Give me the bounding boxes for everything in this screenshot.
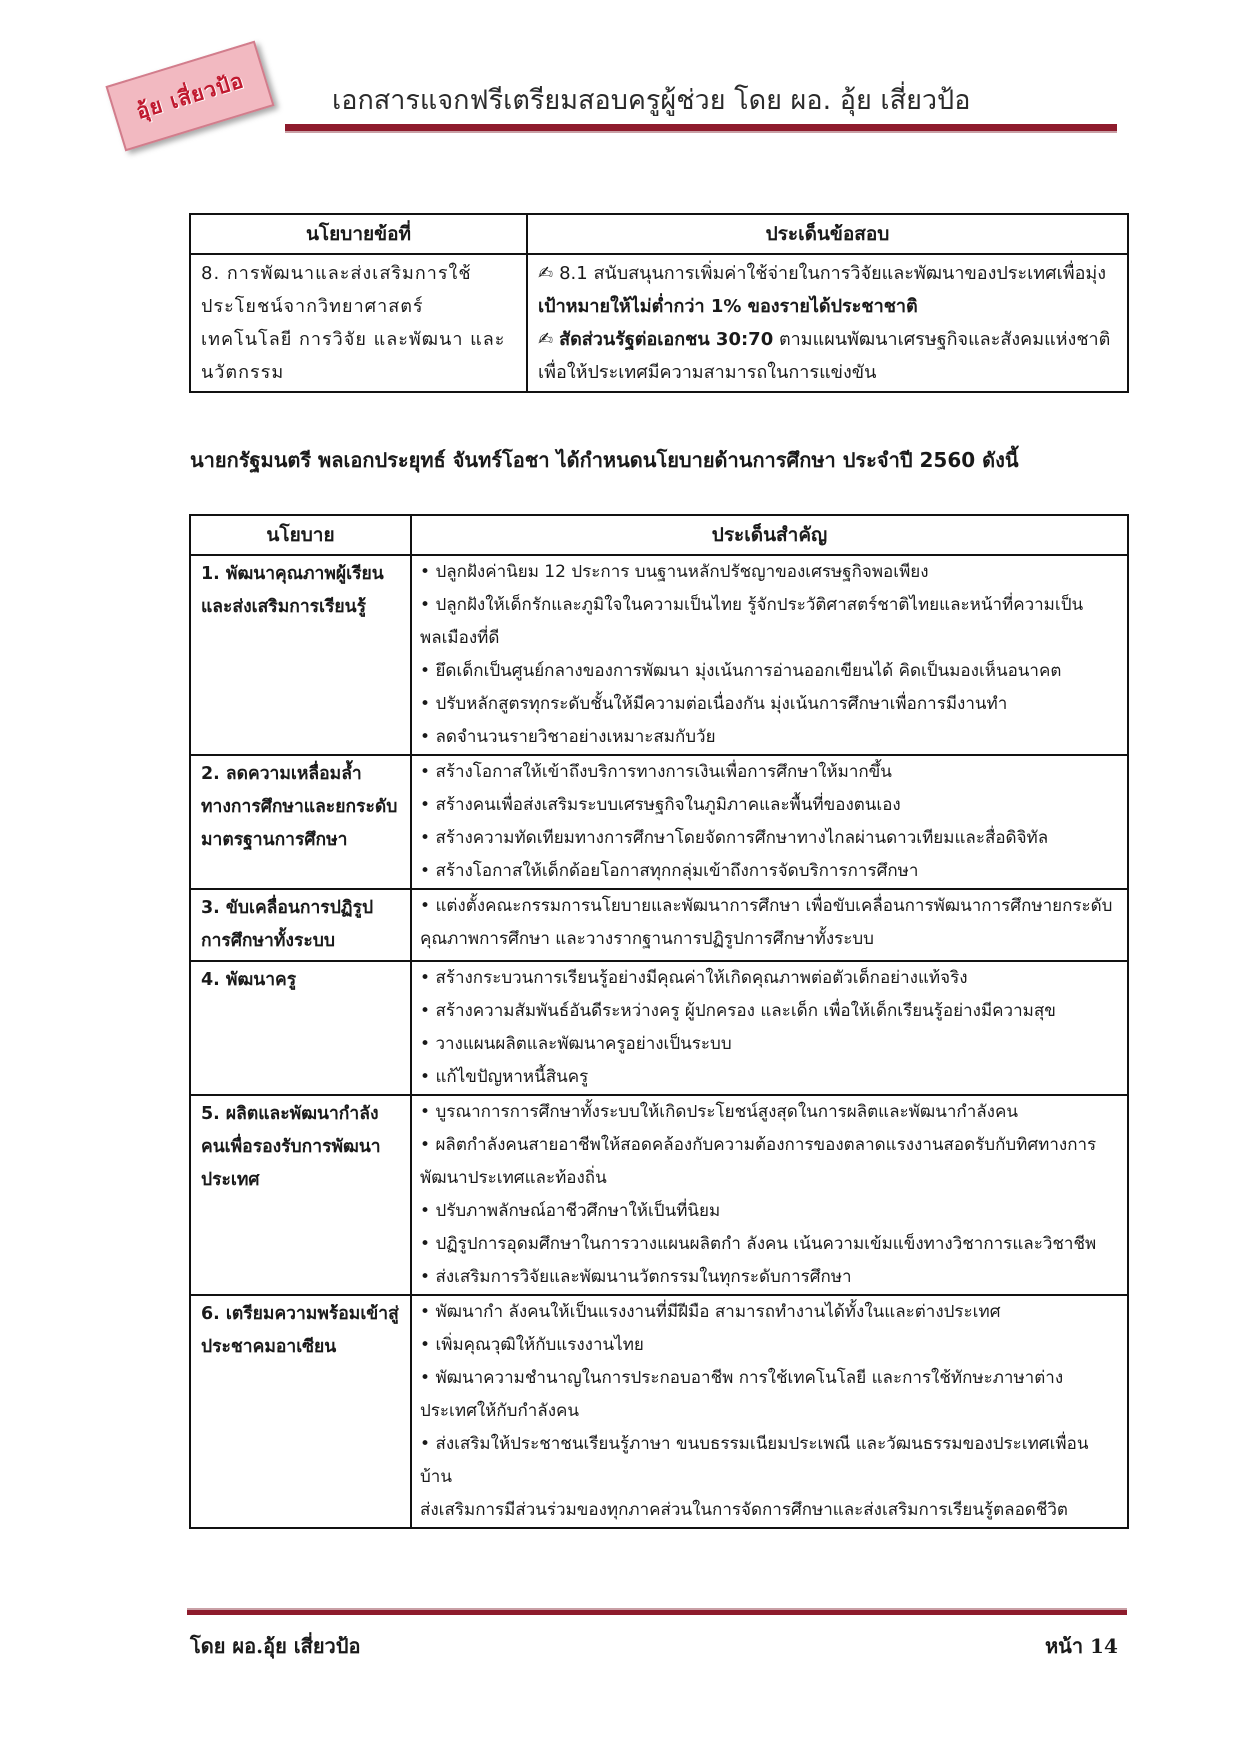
policy-name: 3. ขับเคลื่อนการปฏิรูปการศึกษาทั้งระบบ	[190, 889, 411, 961]
list-item: • ส่งเสริมให้ประชาชนเรียนรู้ภาษา ขนบธรรมเนียมประเพณี และวัฒนธรรมของประเทศเพื่อนบ้าน	[420, 1428, 1119, 1494]
policy-cell: 8. การพัฒนาและส่งเสริมการใช้ประโยชน์จากวิทยาศาสตร์ เทคโนโลยี การวิจัย และพัฒนา และนวัตกรรม	[190, 254, 527, 392]
exam-point-1: ✍ 8.1 สนับสนุนการเพิ่มค่าใช้จ่ายในการวิจัยและพัฒนาของประเทศเพื่อมุ่งเป้าหมายให้ไม่ต่ำกว่า 1% ของรายได้ประชาชาติ	[538, 263, 1107, 317]
list-item: • สร้างโอกาสให้เข้าถึงบริการทางการเงินเพื่อการศึกษาให้มากขึ้น	[420, 756, 1119, 789]
policy-name: 4. พัฒนาครู	[190, 961, 411, 1095]
education-policy-table	[189, 514, 1129, 1529]
policy-name: 2. ลดความเหลื่อมล้ำทางการศึกษาและยกระดับมาตรฐานการศึกษา	[190, 755, 411, 889]
key-issues-cell	[411, 1095, 1128, 1295]
list-item: • วางแผนผลิตและพัฒนาครูอย่างเป็นระบบ	[420, 1028, 1119, 1061]
list-item: • สร้างความทัดเทียมทางการศึกษาโดยจัดการศึกษาทางไกลผ่านดาวเทียมและสื่อดิจิทัล	[420, 822, 1119, 855]
table-row	[190, 1295, 1128, 1528]
key-issues-cell	[411, 555, 1128, 755]
exam-topic-table	[189, 213, 1129, 393]
table-header-row	[190, 214, 1128, 254]
section-intro: นายกรัฐมนตรี พลเอกประยุทธ์ จันทร์โอชา ได้กำหนดนโยบายด้านการศึกษา ประจำปี 2560 ดังนี้	[190, 448, 1019, 472]
table-row	[190, 254, 1128, 392]
list-item: • ปฏิรูปการอุดมศึกษาในการวางแผนผลิตกำ ลังคน เน้นความเข้มแข็งทางวิชาการและวิชาชีพ	[420, 1228, 1119, 1261]
footer-divider	[187, 1608, 1127, 1615]
list-item: • สร้างกระบวนการเรียนรู้อย่างมีคุณค่าให้เกิดคุณภาพต่อตัวเด็กอย่างแท้จริง	[420, 962, 1119, 995]
key-issues-cell	[411, 755, 1128, 889]
list-item: • ส่งเสริมการวิจัยและพัฒนานวัตกรรมในทุกระดับการศึกษา	[420, 1261, 1119, 1294]
key-issues-cell	[411, 889, 1128, 961]
table-row	[190, 961, 1128, 1095]
list-item: • พัฒนากำ ลังคนให้เป็นแรงงานที่มีฝีมือ สามารถทำงานได้ทั้งในและต่างประเทศ	[420, 1296, 1119, 1329]
policy-name: 5. ผลิตและพัฒนากำลังคนเพื่อรองรับการพัฒนาประเทศ	[190, 1095, 411, 1295]
list-item: • ปรับภาพลักษณ์อาชีวศึกษาให้เป็นที่นิยม	[420, 1195, 1119, 1228]
column-header-policy: นโยบาย	[190, 515, 411, 555]
list-item: • แก้ไขปัญหาหนี้สินครู	[420, 1061, 1119, 1094]
table-header-row	[190, 515, 1128, 555]
key-issues-cell	[411, 1295, 1128, 1528]
list-item-unbulleted: ส่งเสริมการมีส่วนร่วมของทุกภาคส่วนในการจัดการศึกษาและส่งเสริมการเรียนรู้ตลอดชีวิต	[420, 1500, 1068, 1520]
stamp-text: อุ้ย เสี่ยวป้อ	[132, 66, 247, 124]
policy-name: 6. เตรียมความพร้อมเข้าสู่ประชาคมอาเซียน	[190, 1295, 411, 1528]
list-item: • บูรณาการการศึกษาทั้งระบบให้เกิดประโยชน์สูงสุดในการผลิตและพัฒนากำลังคน	[420, 1096, 1119, 1129]
list-item: • ปลูกฝังให้เด็กรักและภูมิใจในความเป็นไทย รู้จักประวัติศาสตร์ชาติไทยและหน้าที่ความเป็นพลเมืองที่ดี	[420, 589, 1119, 655]
table-row	[190, 755, 1128, 889]
pencil-icon: ✍	[538, 263, 554, 284]
table-row	[190, 889, 1128, 961]
policy-name: 1. พัฒนาคุณภาพผู้เรียนและส่งเสริมการเรียนรู้	[190, 555, 411, 755]
list-item: • ปลูกฝังค่านิยม 12 ประการ บนฐานหลักปรัชญาของเศรษฐกิจพอเพียง	[420, 556, 1119, 589]
list-item: • แต่งตั้งคณะกรรมการนโยบายและพัฒนาการศึกษา เพื่อขับเคลื่อนการพัฒนาการศึกษายกระดับคุณภาพการศึกษา และวางรากฐานการปฏิรูปการศึกษาทั้งระบบ	[420, 890, 1119, 956]
list-item: • ปรับหลักสูตรทุกระดับชั้นให้มีความต่อเนื่องกัน มุ่งเน้นการศึกษาเพื่อการมีงานทำ	[420, 688, 1119, 721]
header-divider	[285, 124, 1117, 133]
list-item: • สร้างความสัมพันธ์อันดีระหว่างครู ผู้ปกครอง และเด็ก เพื่อให้เด็กเรียนรู้อย่างมีความสุข	[420, 995, 1119, 1028]
list-item: • ยึดเด็กเป็นศูนย์กลางของการพัฒนา มุ่งเน้นการอ่านออกเขียนได้ คิดเป็นมองเห็นอนาคต	[420, 655, 1119, 688]
list-item: • ลดจำนวนรายวิชาอย่างเหมาะสมกับวัย	[420, 721, 1119, 754]
list-item: • ผลิตกำลังคนสายอาชีพให้สอดคล้องกับความต้องการของตลาดแรงงานสอดรับกับทิศทางการพัฒนาประเทศและท้องถิ่น	[420, 1129, 1119, 1195]
list-item: • สร้างโอกาสให้เด็กด้อยโอกาสทุกกลุ่มเข้าถึงการจัดบริการการศึกษา	[420, 855, 1119, 888]
key-issues-cell	[411, 961, 1128, 1095]
list-item: • สร้างคนเพื่อส่งเสริมระบบเศรษฐกิจในภูมิภาคและพื้นที่ของตนเอง	[420, 789, 1119, 822]
header-title: เอกสารแจกฟรีเตรียมสอบครูผู้ช่วย โดย ผอ. อุ้ย เสี่ยวป้อ	[332, 85, 971, 116]
footer-author: โดย ผอ.อุ้ย เสี่ยวป้อ	[190, 1634, 361, 1658]
page-number: หน้า 14	[1045, 1634, 1118, 1658]
table-row	[190, 1095, 1128, 1295]
table-row	[190, 555, 1128, 755]
exam-point-2: ✍ สัดส่วนรัฐต่อเอกชน 30:70 ตามแผนพัฒนาเศรษฐกิจและสังคมแห่งชาติ เพื่อให้ประเทศมีความสามารถในการแข่งขัน	[538, 329, 1111, 383]
stamp-logo	[105, 41, 274, 152]
pencil-icon: ✍	[538, 329, 554, 350]
list-item: • พัฒนาความชำนาญในการประกอบอาชีพ การใช้เทคโนโลยี และการใช้ทักษะภาษาต่างประเทศให้กับกำลังคน	[420, 1362, 1119, 1428]
list-item: • เพิ่มคุณวุฒิให้กับแรงงานไทย	[420, 1329, 1119, 1362]
exam-topic-cell	[527, 254, 1128, 392]
column-header-policy-no: นโยบายข้อที่	[190, 214, 527, 254]
column-header-exam-topic: ประเด็นข้อสอบ	[527, 214, 1128, 254]
column-header-key-issues: ประเด็นสำคัญ	[411, 515, 1128, 555]
